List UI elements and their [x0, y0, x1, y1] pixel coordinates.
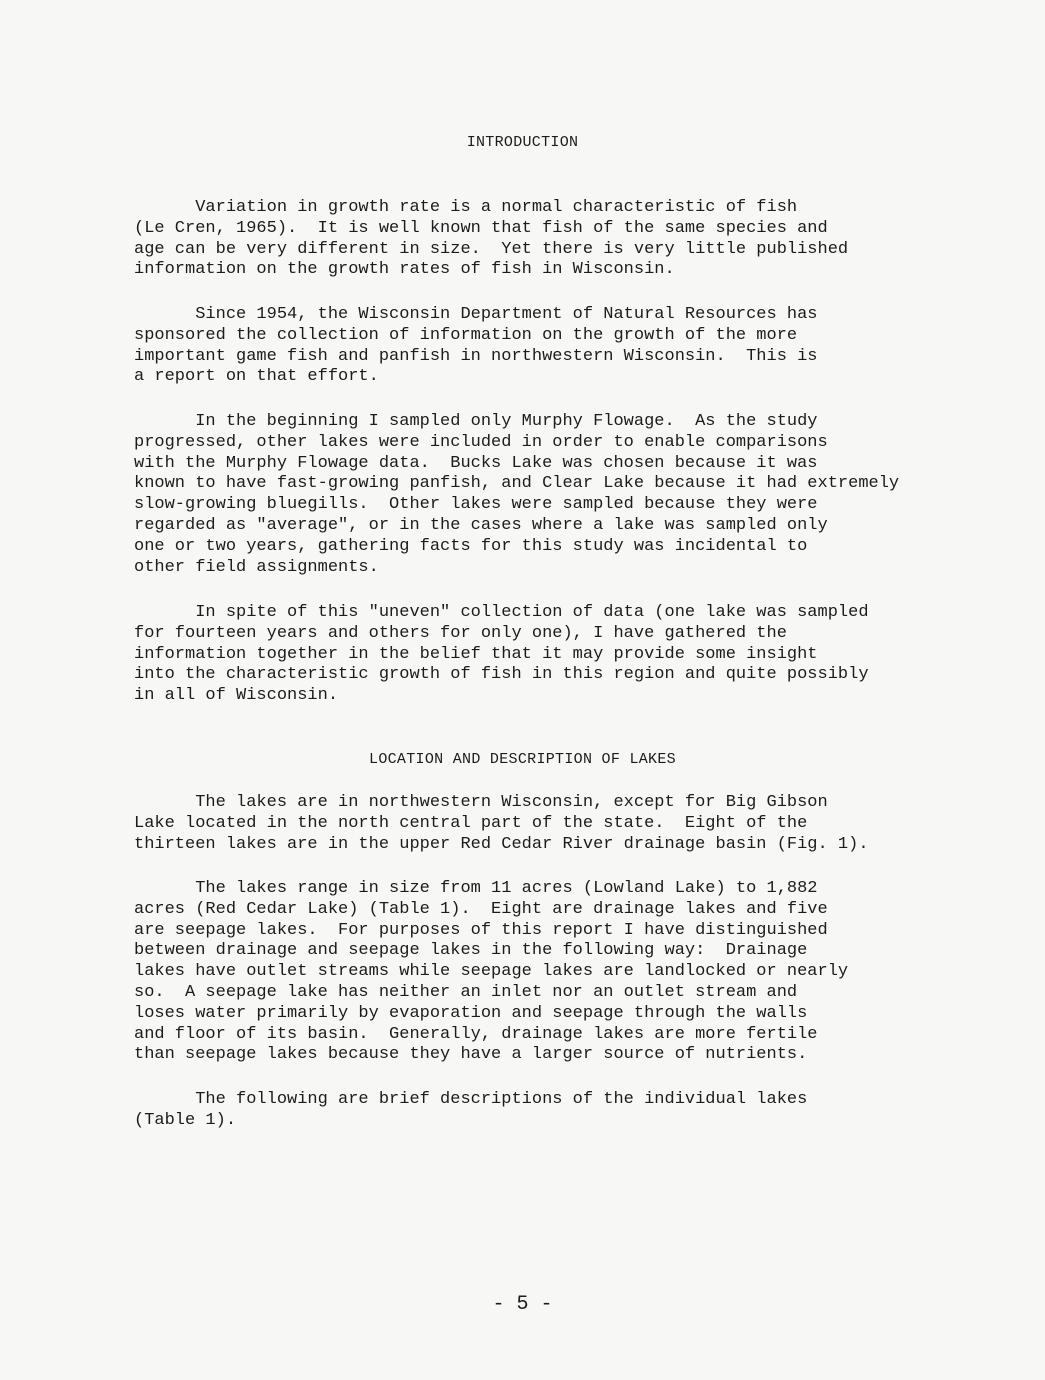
intro-paragraph-1: Variation in growth rate is a normal characteristic of fish (Le Cren, 1965). It is well known that fish of the same species and age can be very different in size. Yet there is very little published information on the growth rates of fish in Wisconsin.	[134, 198, 849, 280]
location-paragraph-1: The lakes are in northwestern Wisconsin, except for Big Gibson Lake located in the north central part of the state. Eight of the thirteen lakes are in the upper Red Cedar River drainage basin (Fig. 1).	[134, 793, 869, 854]
location-paragraph-3: The following are brief descriptions of the individual lakes (Table 1).	[134, 1090, 808, 1130]
introduction-heading: INTRODUCTION	[466, 134, 579, 151]
intro-paragraph-2: Since 1954, the Wisconsin Department of Natural Resources has sponsored the collection of information on the growth of the more important game fish and panfish in northwestern Wisconsin. This is a report on that effort.	[134, 305, 818, 387]
intro-paragraph-4: In spite of this "uneven" collection of data (one lake was sampled for fourteen years and others for only one), I have gathered the information together in the belief that it may provide some insight into the characteristic growth of fish in this region and quite possibly in all of Wisconsin.	[134, 603, 869, 706]
intro-paragraph-3: In the beginning I sampled only Murphy Flowage. As the study progressed, other lakes were included in order to enable comparisons with the Murphy Flowage data. Bucks Lake was chosen because it was known to have fast-growing panfish, and Clear Lake because it had extremely slow-growing bluegills. Other lakes were sampled because they were regarded as "average", or in the cases where a lake was sampled only one or two years, gathering facts for this study was incidental to other field assignments.	[134, 412, 900, 577]
page-number: - 5 -	[492, 1293, 553, 1316]
location-paragraph-2: The lakes range in size from 11 acres (Lowland Lake) to 1,882 acres (Red Cedar Lake) (Table 1). Eight are drainage lakes and five are seepage lakes. For purposes of this report I have distinguished between drainage and seepage lakes in the following way: Drainage lakes have outlet streams while seepage lakes are landlocked or nearly so. A seepage lake has neither an inlet nor an outlet stream and loses water primarily by evaporation and seepage through the walls and floor of its basin. Generally, drainage lakes are more fertile than seepage lakes because they have a larger source of nutrients.	[134, 879, 849, 1065]
location-heading: LOCATION AND DESCRIPTION OF LAKES	[369, 751, 676, 768]
